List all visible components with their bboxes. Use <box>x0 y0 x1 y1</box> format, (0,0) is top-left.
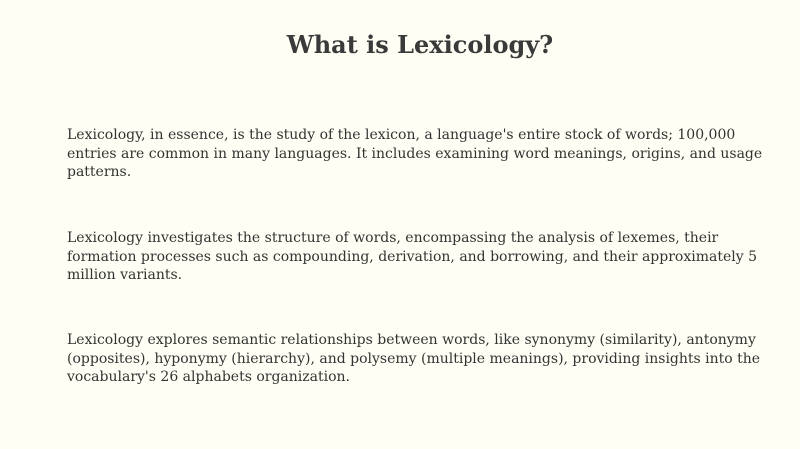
slide-title: What is Lexicology? <box>286 30 554 59</box>
paragraph-semantic-relationships: Lexicology explores semantic relationships between words, like synonymy (similarity), antonymy (opposites), hyponymy (hierarchy), and polysemy (multiple meanings), providing insights into the vocabulary's 26 alphabets organization. <box>67 332 761 385</box>
paragraph-definition: Lexicology, in essence, is the study of the lexicon, a language's entire stock of words; 100,000 entries are common in many languages. It includes examining word meanings, origins, and usage patterns. <box>67 127 763 180</box>
paragraph-word-structure: Lexicology investigates the structure of words, encompassing the analysis of lexemes, their formation processes such as compounding, derivation, and borrowing, and their approximately 5 million variants. <box>67 230 758 283</box>
